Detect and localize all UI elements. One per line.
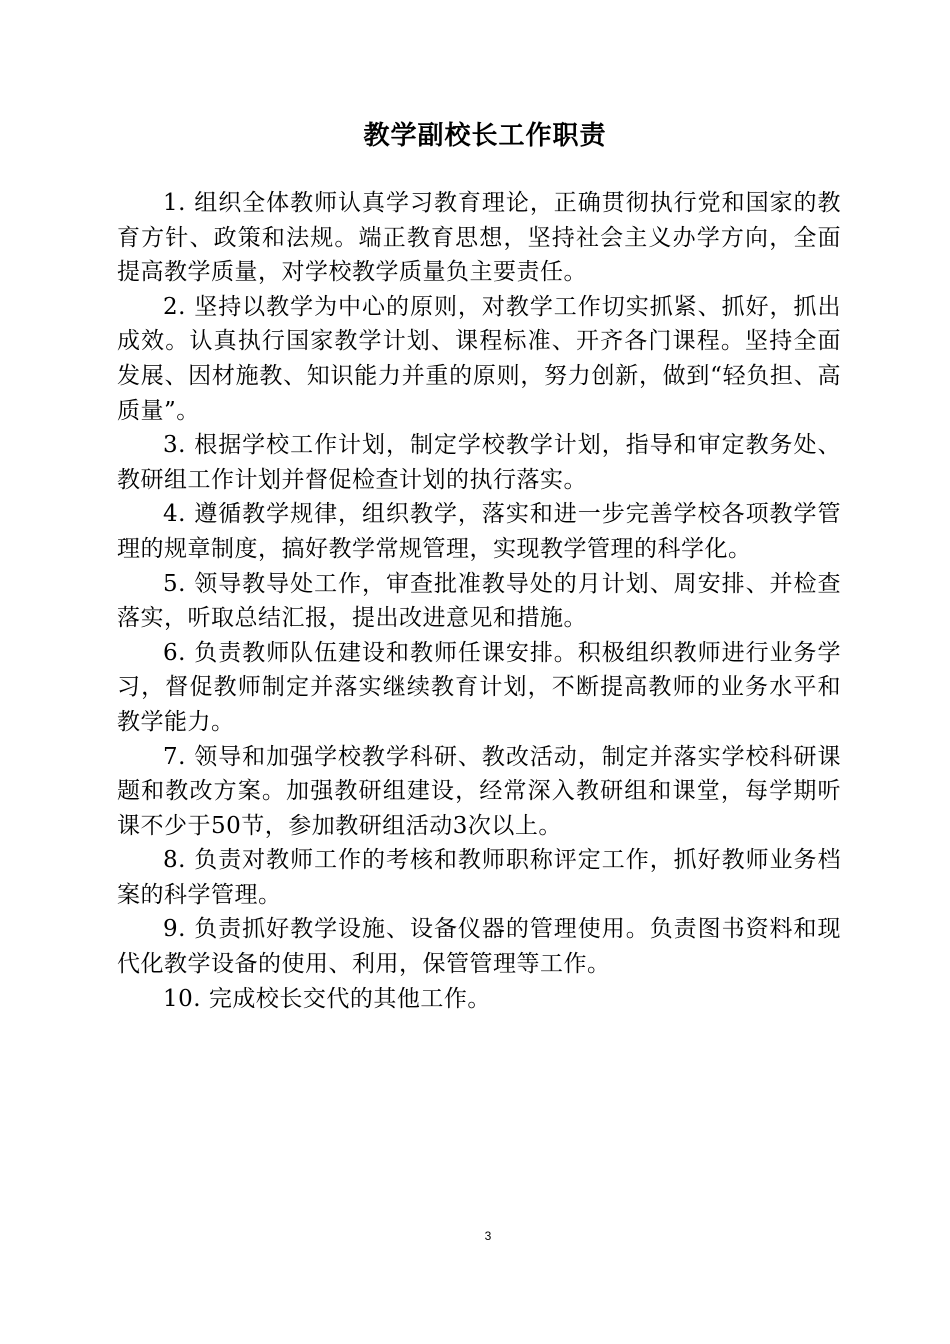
paragraph-6: 6. 负责教师队伍建设和教师任课安排。积极组织教师进行业务学习，督促教师制定并落实继续教育计划，不断提高教师的业务水平和教学能力。: [117, 639, 841, 735]
paragraph-7: 7. 领导和加强学校教学科研、教改活动，制定并落实学校科研课题和教改方案。加强教研组建设，经常深入教研组和课堂，每学期听课不少于50节，参加教研组活动3次以上。: [117, 743, 841, 839]
paragraph-5: 5. 领导教导处工作，审查批准教导处的月计划、周安排、并检查落实，听取总结汇报，提出改进意见和措施。: [117, 570, 841, 632]
paragraph-9: 9. 负责抓好教学设施、设备仪器的管理使用。负责图书资料和现代化教学设备的使用、利用，保管管理等工作。: [117, 916, 841, 978]
document-body: [117, 186, 841, 1016]
document-title: 教学副校长工作职责: [363, 121, 607, 151]
paragraph-8: 8. 负责对教师工作的考核和教师职称评定工作，抓好教师业务档案的科学管理。: [117, 847, 841, 908]
paragraph-1: 1. 组织全体教师认真学习教育理论，正确贯彻执行党和国家的教育方针、政策和法规。端正教育思想，坚持社会主义办学方向，全面提高教学质量，对学校教学质量负主要责任。: [117, 190, 841, 286]
paragraph-10: 10. 完成校长交代的其他工作。: [163, 985, 491, 1012]
paragraph-3: 3. 根据学校工作计划，制定学校教学计划，指导和审定教务处、教研组工作计划并督促检查计划的执行落实。: [117, 432, 841, 493]
paragraph-2: 2. 坚持以教学为中心的原则，对教学工作切实抓紧、抓好，抓出成效。认真执行国家教学计划、课程标准、开齐各门课程。坚持全面发展、因材施教、知识能力并重的原则，努力创新，做到“轻负担、高质量”。: [117, 293, 841, 424]
page-number: 3: [484, 1229, 492, 1243]
paragraph-4: 4. 遵循教学规律，组织教学，落实和进一步完善学校各项教学管理的规章制度，搞好教学常规管理，实现教学管理的科学化。: [117, 501, 841, 562]
